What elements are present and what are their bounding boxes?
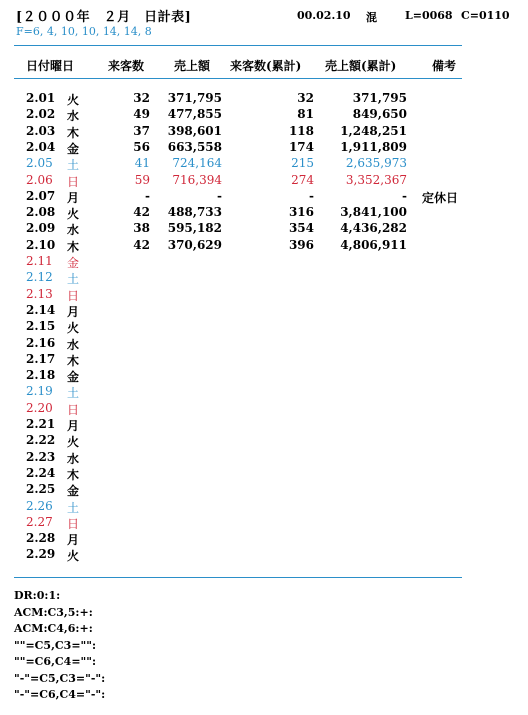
- cell-date: 2.12: [26, 270, 53, 285]
- table-row: [0, 189, 528, 206]
- formula-line: "-"=C5,C3="-":: [14, 671, 106, 685]
- table-row: [0, 547, 528, 564]
- cell-sales: 477,855: [167, 107, 222, 122]
- cell-customers: 41: [134, 156, 150, 171]
- table-row: [0, 303, 528, 320]
- cell-date: 2.19: [26, 384, 53, 399]
- cell-date: 2.05: [26, 156, 53, 171]
- table-row: [0, 352, 528, 369]
- cell-date: 2.10: [26, 237, 56, 252]
- cell-sales-cumulative: 849,650: [352, 107, 407, 122]
- formula-line: "-"=C6,C4="-":: [14, 688, 106, 701]
- cell-sales-cumulative: 1,248,251: [340, 123, 407, 138]
- table-row: [0, 173, 528, 190]
- table-row: [0, 124, 528, 141]
- cell-dow: 土: [67, 272, 80, 287]
- header-rule: [14, 45, 462, 46]
- formula-line: DR:0:1:: [14, 589, 61, 602]
- cell-date: 2.15: [26, 319, 56, 334]
- cell-dow: 日: [67, 288, 80, 303]
- cell-date: 2.08: [26, 205, 56, 220]
- cell-dow: 水: [67, 109, 80, 124]
- table-row: [0, 482, 528, 499]
- table-row: [0, 531, 528, 548]
- weather: 混: [366, 11, 377, 24]
- cell-customers-cumulative: 174: [288, 139, 314, 154]
- cell-customers: 37: [133, 123, 150, 138]
- cell-date: 2.01: [26, 91, 56, 105]
- cell-dow: 水: [67, 451, 80, 466]
- table-row: [0, 433, 528, 450]
- cell-dow: 木: [67, 239, 80, 254]
- cell-dow: 金: [67, 256, 80, 270]
- cell-date: 2.28: [26, 531, 56, 546]
- table-row: [0, 417, 528, 434]
- cell-sales: 370,629: [167, 237, 222, 252]
- cell-dow: 土: [67, 386, 80, 401]
- cell-dow: 水: [67, 223, 80, 238]
- table-row: [0, 336, 528, 353]
- table-row: [0, 499, 528, 516]
- table-row: [0, 107, 528, 124]
- cell-dow: 土: [67, 158, 80, 173]
- table-row: [0, 254, 528, 271]
- table-row: [0, 205, 528, 222]
- cell-date: 2.11: [26, 254, 53, 268]
- cell-sales: 371,795: [167, 91, 222, 105]
- cell-date: 2.14: [26, 302, 56, 317]
- cell-customers: 59: [134, 172, 150, 187]
- cell-dow: 火: [67, 321, 80, 336]
- report-date: 00.02.10: [297, 9, 351, 22]
- cell-dow: 金: [67, 370, 80, 385]
- cell-sales-cumulative: 3,841,100: [340, 205, 407, 220]
- table-row: [0, 287, 528, 304]
- format-formula: F=6, 4, 10, 10, 14, 14, 8: [16, 25, 152, 38]
- cell-dow: 木: [67, 353, 80, 368]
- cell-dow: 水: [67, 337, 80, 352]
- cell-sales-cumulative: 4,806,911: [340, 237, 407, 252]
- cell-dow: 火: [67, 549, 80, 564]
- cell-sales-cumulative: 1,911,809: [340, 139, 407, 154]
- table-row: [0, 319, 528, 336]
- cell-dow: 月: [67, 419, 80, 433]
- formula-line: ""=C6,C4="":: [14, 655, 97, 668]
- table-row: [0, 140, 528, 157]
- cell-dow: 土: [67, 500, 80, 515]
- cell-customers-cumulative: 316: [288, 205, 314, 220]
- cell-customers-cumulative: 81: [297, 107, 314, 122]
- cell-dow: 木: [67, 125, 80, 140]
- cell-date: 2.27: [26, 514, 53, 529]
- col-customers-cumulative: 来客数(累計): [230, 59, 302, 73]
- table-row: [0, 270, 528, 287]
- formula-line: ACM:C3,5:+:: [14, 605, 93, 619]
- cell-dow: 月: [67, 190, 80, 205]
- cell-customers: 49: [133, 107, 150, 122]
- cell-date: 2.09: [26, 221, 56, 236]
- cell-sales-cumulative: 371,795: [352, 91, 407, 105]
- cell-customers-cumulative: -: [309, 188, 314, 203]
- cell-note: 定休日: [422, 190, 459, 205]
- cell-dow: 火: [67, 435, 80, 450]
- col-notes: 備考: [432, 59, 457, 73]
- table-row: [0, 401, 528, 418]
- cell-customers-cumulative: 354: [288, 221, 314, 236]
- l-value: L=0068: [405, 9, 453, 22]
- col-sales: 売上額: [174, 59, 211, 73]
- cell-date: 2.21: [26, 417, 56, 431]
- cell-customers-cumulative: 32: [297, 91, 314, 105]
- cell-sales: 663,558: [167, 139, 222, 154]
- cell-customers-cumulative: 396: [288, 237, 314, 252]
- col-sales-cumulative: 売上額(累計): [325, 59, 397, 73]
- cell-dow: 金: [67, 484, 80, 499]
- cell-date: 2.29: [26, 547, 56, 562]
- cell-date: 2.24: [26, 465, 56, 480]
- cell-sales: 595,182: [167, 221, 222, 236]
- table-row: [0, 91, 528, 108]
- table-row: [0, 368, 528, 385]
- cell-date: 2.16: [26, 335, 56, 350]
- cell-customers-cumulative: 274: [291, 172, 314, 187]
- table-row: [0, 466, 528, 483]
- cell-date: 2.04: [26, 139, 56, 154]
- cell-sales-cumulative: 2,635,973: [345, 156, 407, 171]
- cell-date: 2.23: [26, 449, 56, 464]
- cell-customers-cumulative: 215: [291, 156, 314, 171]
- cell-sales-cumulative: 4,436,282: [340, 221, 407, 236]
- cell-date: 2.25: [26, 482, 56, 497]
- formula-line: ""=C5,C3="":: [14, 638, 97, 652]
- table-row: [0, 450, 528, 467]
- document-title: [２０００年 ２月 日計表]: [16, 10, 192, 25]
- cell-dow: 金: [67, 141, 80, 156]
- table-row: [0, 156, 528, 173]
- col-date-dow: 日付曜日: [26, 59, 75, 73]
- cell-dow: 日: [67, 516, 80, 531]
- cell-customers: -: [145, 188, 150, 203]
- cell-date: 2.07: [26, 188, 56, 203]
- cell-date: 2.06: [26, 172, 53, 187]
- cell-customers: 38: [133, 221, 150, 236]
- cell-sales: -: [217, 188, 222, 203]
- cell-dow: 日: [67, 174, 80, 189]
- cell-sales-cumulative: 3,352,367: [345, 172, 407, 187]
- cell-date: 2.02: [26, 107, 56, 122]
- cell-date: 2.22: [26, 433, 56, 448]
- table-row: [0, 384, 528, 401]
- cell-customers: 42: [133, 237, 150, 252]
- table-row: [0, 238, 528, 255]
- cell-date: 2.20: [26, 400, 53, 415]
- cell-sales: 716,394: [172, 172, 222, 187]
- table-row: [0, 515, 528, 532]
- cell-sales-cumulative: -: [402, 188, 407, 203]
- cell-customers: 42: [133, 205, 150, 220]
- cell-date: 2.03: [26, 123, 56, 138]
- cell-dow: 木: [67, 467, 80, 482]
- cell-dow: 火: [67, 93, 80, 107]
- cell-customers: 56: [133, 139, 150, 154]
- cell-date: 2.18: [26, 368, 56, 383]
- c-value: C=0110: [461, 9, 510, 22]
- cell-customers-cumulative: 118: [288, 123, 314, 138]
- cell-date: 2.13: [26, 286, 53, 301]
- cell-sales: 488,733: [167, 205, 222, 220]
- cell-customers: 32: [133, 91, 150, 105]
- cell-date: 2.26: [26, 498, 53, 513]
- formula-line: ACM:C4,6:+:: [14, 622, 93, 635]
- column-header-rule: [14, 78, 462, 79]
- cell-dow: 月: [67, 304, 80, 319]
- cell-sales: 398,601: [167, 123, 222, 138]
- cell-dow: 月: [67, 533, 80, 548]
- cell-dow: 火: [67, 207, 80, 222]
- cell-dow: 日: [67, 402, 80, 417]
- table-end-rule: [14, 577, 462, 578]
- col-customers: 来客数: [108, 59, 145, 73]
- cell-sales: 724,164: [172, 156, 222, 171]
- table-row: [0, 221, 528, 238]
- cell-date: 2.17: [26, 351, 56, 366]
